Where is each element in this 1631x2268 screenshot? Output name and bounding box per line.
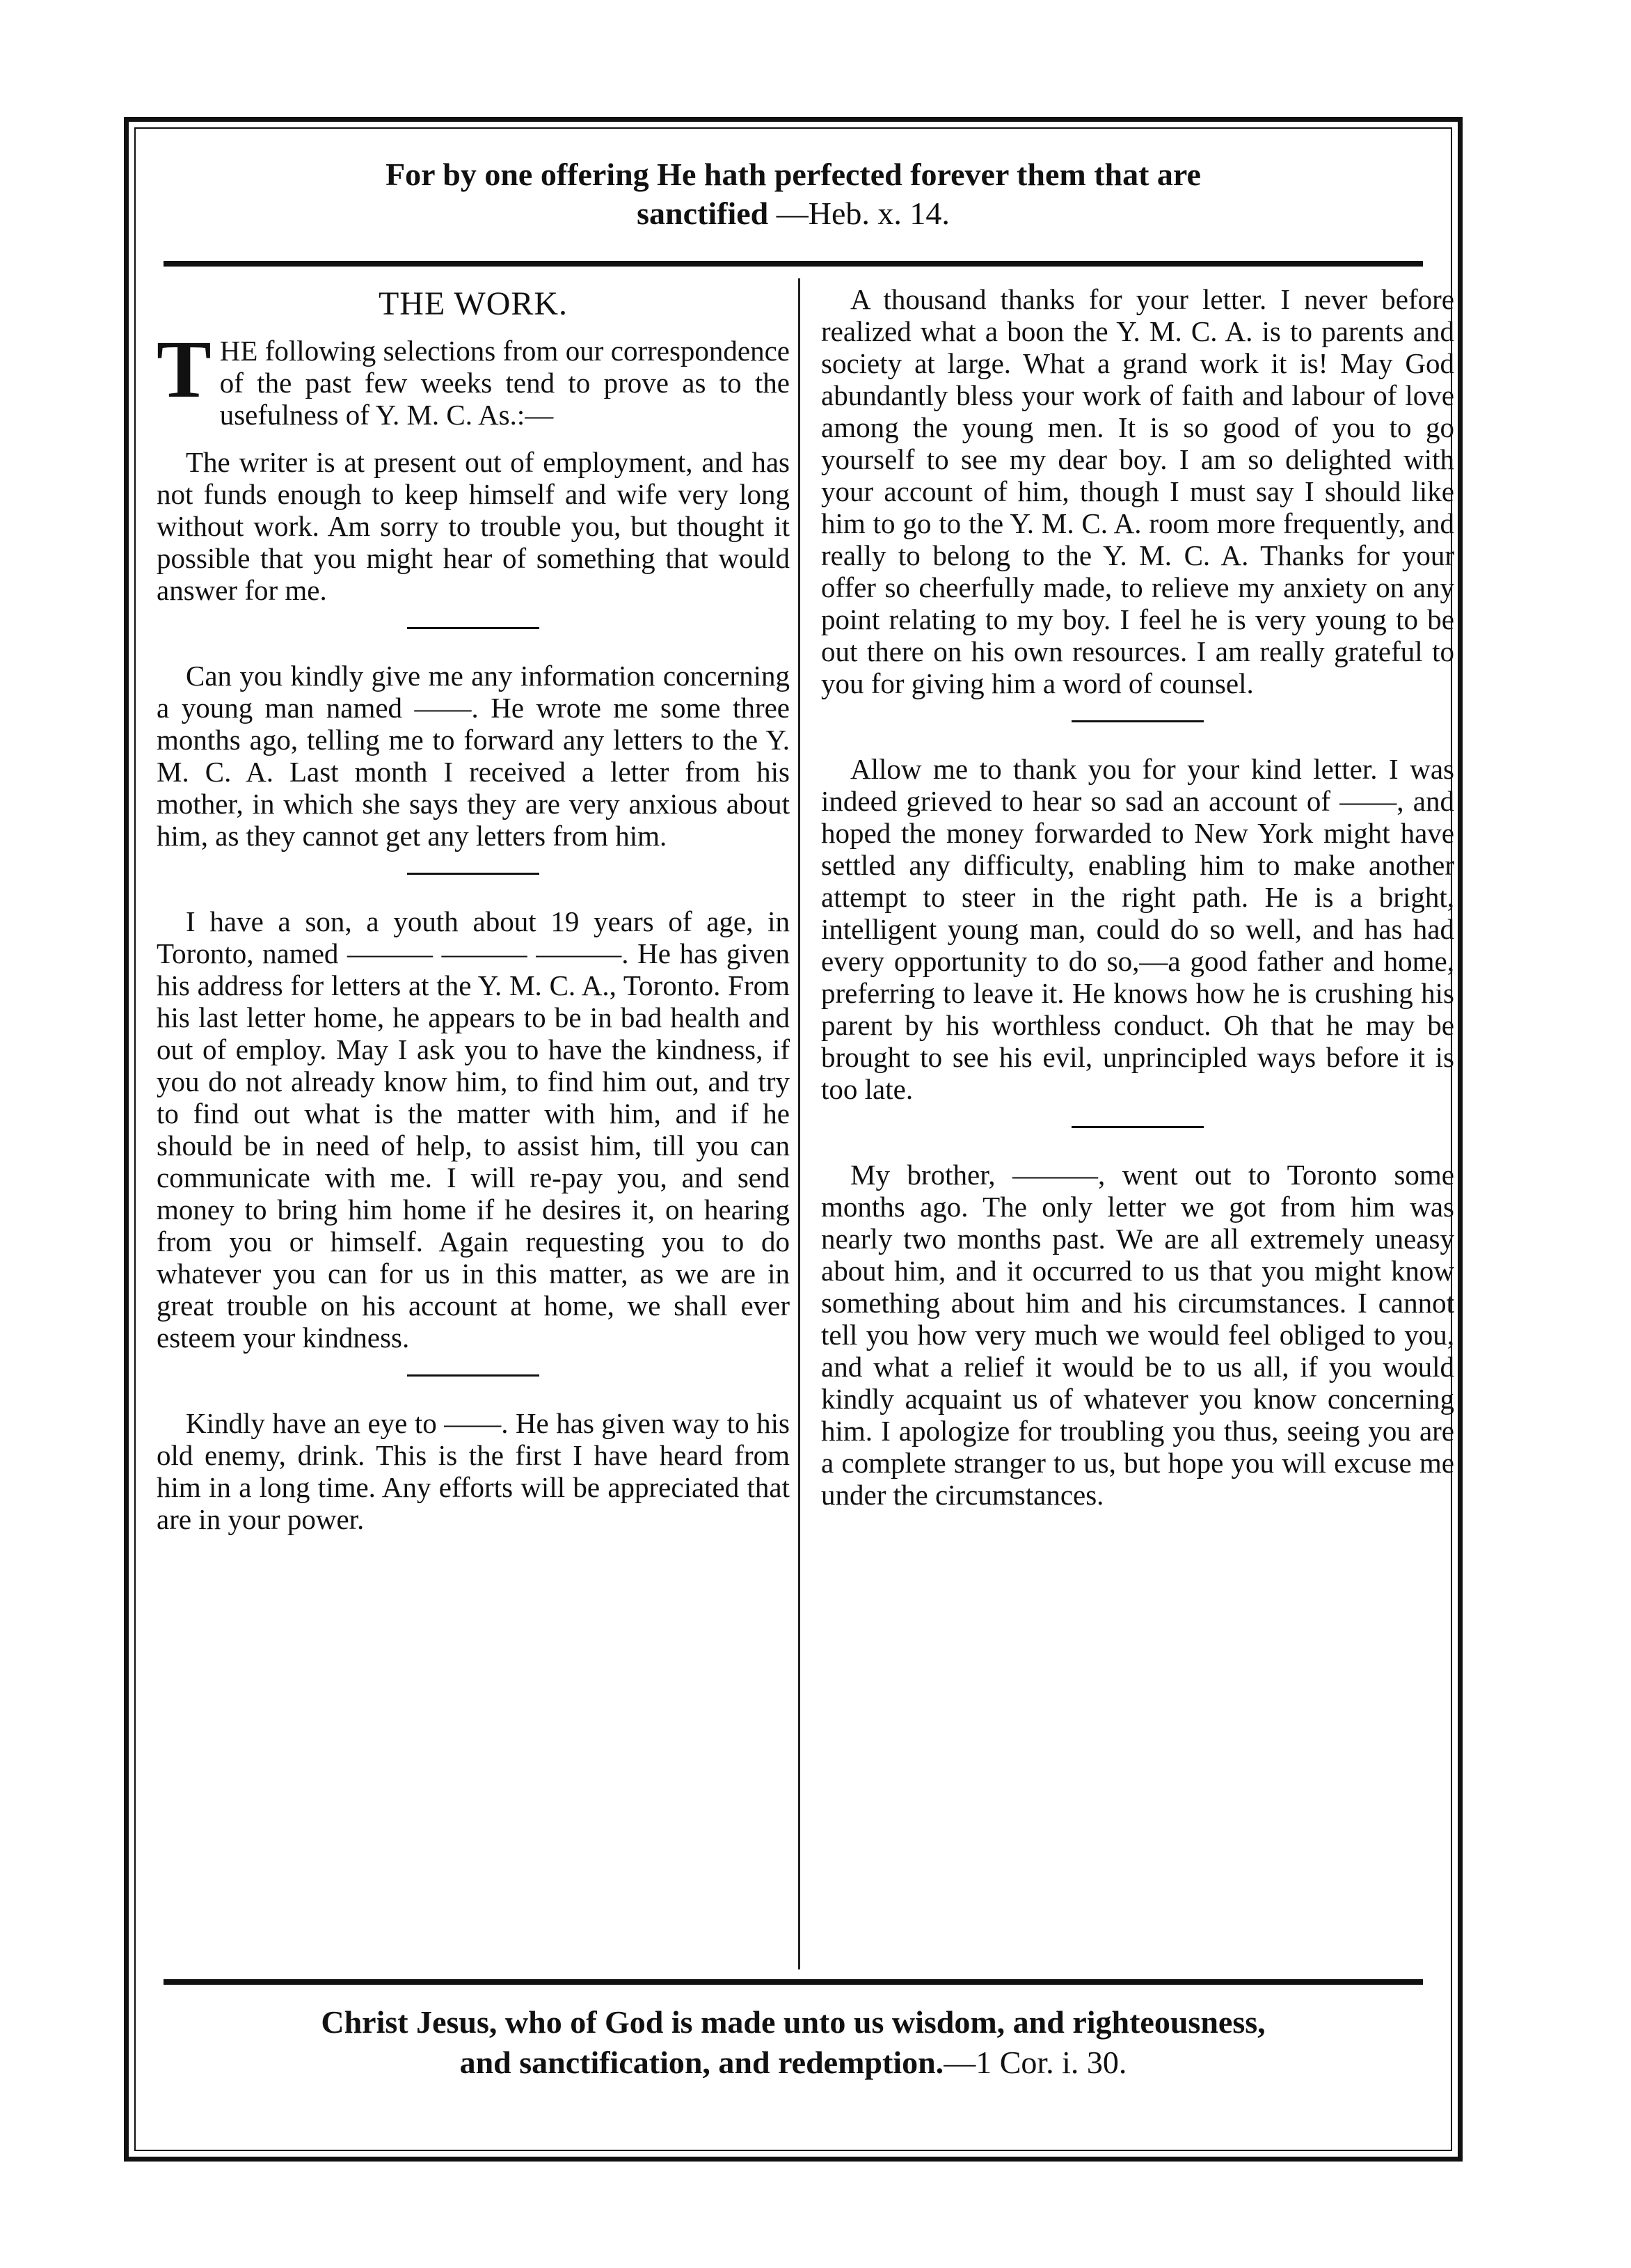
footer-verse-line1: Christ Jesus, who of God is made unto us wisdom, and righteousness, <box>321 2004 1266 2040</box>
section-separator <box>1072 720 1204 722</box>
page-border <box>124 117 1463 2162</box>
section-separator <box>1072 1126 1204 1128</box>
letter-paragraph: My brother, ———, went out to Toronto some months ago. The only letter we got from him was nearly two months past. We are all extremely uneasy about him, and it occurred to us that you might know something about him and his circumstances. I cannot tell you how very much we would feel obliged to you, and what a relief it would be to us all, if you would kindly acquaint us of whatever you know concerning him. I apologize for troubling you thus, seeing you are a complete stranger to us, but hope you will excuse me under the circumstances. <box>821 1159 1454 1511</box>
bottom-divider-rule <box>164 1979 1423 1985</box>
article-title: THE WORK. <box>378 285 568 322</box>
header-verse-line2: sanctified <box>637 196 769 231</box>
footer-verse-line2: and sanctification, and redemption. <box>459 2045 944 2080</box>
header-verse <box>129 155 1458 233</box>
drop-cap: T <box>157 324 212 415</box>
section-separator <box>407 1374 539 1377</box>
footer-verse <box>129 2002 1458 2083</box>
right-column <box>821 283 1454 1511</box>
intro-paragraph <box>157 324 790 431</box>
section-separator <box>407 873 539 875</box>
letter-paragraph: I have a son, a youth about 19 years of age, in Toronto, named ——— ——— ———. He has given his address for letters at the Y. M. C. A., Toronto. From his last letter home, he appears to be in bad health and out of employ. May I ask you to have the kindness, if you do not already know him, to find him out, and try to find out what is the matter with him, and if he should be in need of help, to assist him, till you can communicate with me. I will re-pay you, and send money to bring him home if he desires it, on hearing from you or himself. Again requesting you to do whatever you can for us in this matter, as we are in great trouble on his account at home, we shall ever esteem your kindness. <box>157 905 790 1354</box>
header-verse-line1: For by one offering He hath perfected forever them that are <box>385 157 1201 192</box>
letter-paragraph: The writer is at present out of employment, and has not funds enough to keep himself and wife very long without work. Am sorry to trouble you, but thought it possible that you might hear of something that would answer for me. <box>157 446 790 606</box>
top-divider-rule <box>164 261 1423 267</box>
letter-paragraph: Kindly have an eye to ——. He has given way to his old enemy, drink. This is the first I have heard from him in a long time. Any efforts will be appreciated that are in your power. <box>157 1407 790 1535</box>
letter-paragraph: A thousand thanks for your letter. I never before realized what a boon the Y. M. C. A. is to parents and society at large. What a grand work it is! May God abundantly bless your work of faith and labour of love among the young men. It is so good of you to go yourself to see my dear boy. I am so delighted with your account of him, though I must say I should like him to go to the Y. M. C. A. room more frequently, and really to belong to the Y. M. C. A. Thanks for your offer so cheerfully made, to relieve my anxiety on any point relating to my boy. I feel he is very young to be out there on his own resources. I am really grateful to you for giving him a word of counsel. <box>821 283 1454 699</box>
footer-verse-reference: —1 Cor. i. 30. <box>944 2045 1127 2080</box>
intro-text: HE following selections from our correspondence of the past few weeks tend to prove as to the usefulness of Y. M. C. As.:— <box>219 335 790 431</box>
header-verse-reference: —Heb. x. 14. <box>776 196 950 231</box>
letter-paragraph: Can you kindly give me any information concerning a young man named ——. He wrote me some three months ago, telling me to forward any letters to the Y. M. C. A. Last month I received a letter from his mother, in which she says they are very anxious about him, as they cannot get any letters from him. <box>157 660 790 852</box>
column-divider <box>798 278 800 1969</box>
section-separator <box>407 627 539 629</box>
left-column <box>157 283 790 1535</box>
letter-paragraph: Allow me to thank you for your kind letter. I was indeed grieved to hear so sad an account of ——, and hoped the money forwarded to New York might have settled any difficulty, enabling him to make another attempt to steer in the right path. He is a bright, intelligent young man, could do so well, and has had every opportunity to do so,—a good father and home, preferring to leave it. He knows how he is crushing his parent by his worthless conduct. Oh that he may be brought to see his evil, unprincipled ways before it is too late. <box>821 753 1454 1105</box>
